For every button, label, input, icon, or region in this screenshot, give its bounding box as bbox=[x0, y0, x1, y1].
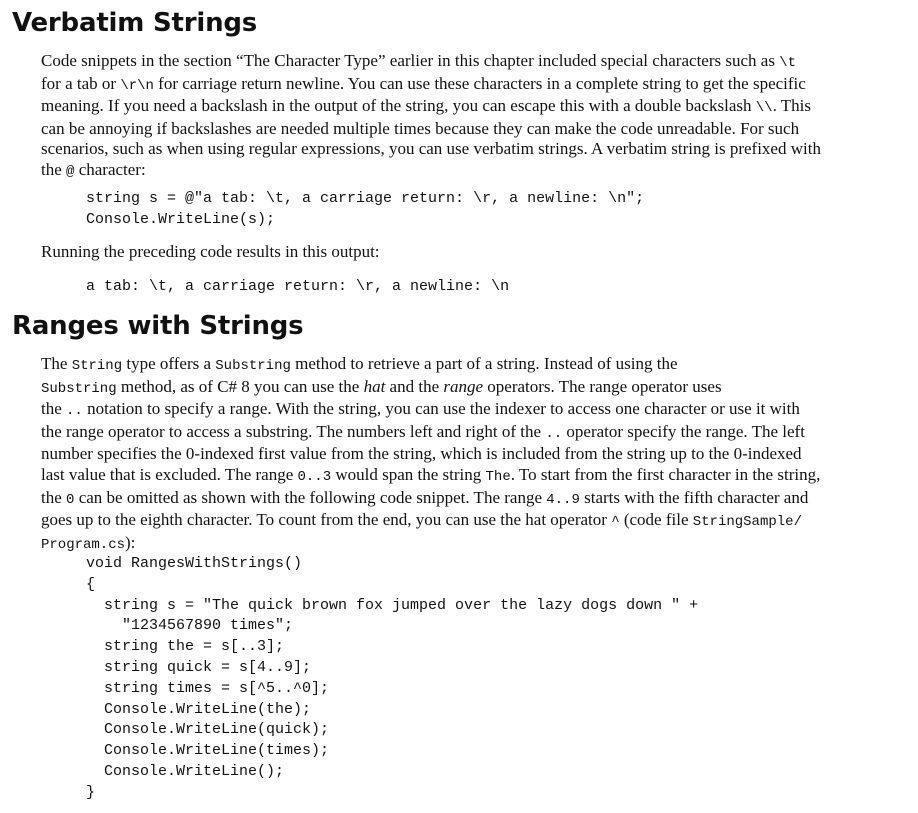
text-run: and the bbox=[385, 376, 444, 396]
verbatim-output-block bbox=[86, 277, 509, 298]
paragraph-line bbox=[41, 74, 913, 97]
text-run: would span the string bbox=[331, 464, 486, 484]
inline-code: The bbox=[485, 468, 511, 485]
paragraph-line bbox=[41, 51, 913, 74]
paragraph-line bbox=[41, 422, 913, 445]
inline-code: \\ bbox=[755, 100, 773, 117]
text-run: . This bbox=[772, 96, 811, 116]
paragraph-line bbox=[41, 139, 913, 160]
inline-code: 0..3 bbox=[297, 468, 332, 485]
paragraph-line bbox=[41, 160, 913, 183]
paragraph-line bbox=[41, 488, 913, 511]
inline-code: String bbox=[71, 358, 123, 374]
text-run: the bbox=[41, 159, 67, 179]
code-line: } bbox=[86, 783, 96, 801]
text-run: the bbox=[41, 399, 67, 419]
inline-code: .. bbox=[66, 403, 83, 420]
text-run: starts with the fifth character and bbox=[579, 487, 809, 507]
code-line: string times = s[^5..^0]; bbox=[86, 679, 330, 697]
ranges-paragraph bbox=[41, 354, 913, 555]
paragraph-line bbox=[41, 119, 913, 140]
code-line: Console.WriteLine(the); bbox=[86, 700, 312, 718]
code-line: string the = s[..3]; bbox=[86, 638, 285, 656]
code-line: "1234567890 times"; bbox=[86, 617, 294, 635]
text-run: method to retrieve a part of a string. Instead of using the bbox=[290, 354, 678, 373]
inline-code: \r\n bbox=[120, 77, 154, 94]
code-line: { bbox=[86, 575, 96, 593]
text-run: number specifies the 0-indexed first value from the string, which is included from the string up to the 0-indexed bbox=[41, 444, 802, 464]
text-run: goes up to the eighth character. To count from the end, you can use the hat operator bbox=[41, 510, 612, 530]
text-run: the bbox=[41, 487, 67, 507]
text-run: for carriage return newline. You can use these characters in a complete string to get the specific bbox=[153, 73, 806, 93]
code-line: string quick = s[4..9]; bbox=[86, 658, 312, 676]
inline-code: Substring bbox=[215, 358, 291, 374]
text-run: notation to specify a range. With the string, you can use the indexer to access one character or use it with bbox=[82, 399, 800, 419]
inline-code: \t bbox=[779, 55, 796, 71]
text-run: . To start from the first character in the string, bbox=[510, 464, 821, 484]
ranges-code-block bbox=[86, 554, 698, 804]
section-heading-ranges-with-strings: Ranges with Strings bbox=[12, 311, 304, 341]
paragraph-line bbox=[41, 354, 913, 377]
inline-code: 4..9 bbox=[546, 491, 580, 508]
paragraph-line bbox=[41, 533, 913, 556]
inline-code: @ bbox=[66, 163, 75, 180]
text-run: for a tab or bbox=[41, 73, 121, 93]
text-run: Code snippets in the section “The Character Type” earlier in this chapter included special characters such as bbox=[41, 51, 780, 70]
paragraph-line bbox=[41, 444, 913, 465]
text-run: scenarios, such as when using regular expressions, you can use verbatim strings. A verbatim string is prefixed with bbox=[41, 139, 821, 159]
text-run: meaning. If you need a backslash in the output of the string, you can escape this with a double backslash bbox=[41, 96, 756, 116]
code-line: Console.WriteLine(quick); bbox=[86, 721, 330, 739]
inline-code: ^ bbox=[611, 514, 620, 531]
text-run: can be omitted as shown with the following code snippet. The range bbox=[74, 487, 547, 507]
text-run: operators. The range operator uses bbox=[483, 376, 722, 396]
inline-code: Program.cs bbox=[41, 536, 126, 553]
text-run: ): bbox=[125, 532, 136, 552]
text-run: the range operator to access a substring. The numbers left and right of the bbox=[41, 421, 546, 441]
code-line: string s = @"a tab: \t, a carriage return: \r, a newline: \n"; bbox=[86, 190, 645, 207]
paragraph-line bbox=[41, 465, 913, 488]
code-line: Console.WriteLine(times); bbox=[86, 742, 330, 760]
text-run: (code file bbox=[619, 510, 693, 530]
verbatim-code-block bbox=[86, 189, 644, 231]
code-line: string s = "The quick brown fox jumped over the lazy dogs down " + bbox=[86, 596, 699, 614]
code-line: Console.WriteLine(s); bbox=[86, 210, 276, 228]
code-line: Console.WriteLine(); bbox=[86, 762, 285, 780]
inline-code: 0 bbox=[66, 491, 75, 508]
text-run: character: bbox=[74, 159, 146, 179]
paragraph-line bbox=[41, 96, 913, 119]
inline-code: .. bbox=[545, 425, 563, 442]
paragraph-line bbox=[41, 377, 913, 400]
text-run: type offers a bbox=[122, 354, 216, 373]
paragraph-line bbox=[41, 399, 913, 422]
text-run: operator specify the range. The left bbox=[562, 421, 805, 441]
emphasis-text: range bbox=[443, 376, 484, 396]
code-line: a tab: \t, a carriage return: \r, a newline: \n bbox=[86, 278, 510, 295]
output-intro-paragraph: Running the preceding code results in this output: bbox=[41, 242, 380, 261]
section-heading-verbatim-strings: Verbatim Strings bbox=[12, 8, 258, 38]
text-run: can be annoying if backslashes are needed multiple times because they can make the code unreadable. For such bbox=[41, 118, 800, 138]
code-line: void RangesWithStrings() bbox=[86, 555, 303, 572]
paragraph-line bbox=[41, 510, 913, 533]
emphasis-text: hat bbox=[363, 376, 386, 396]
verbatim-intro-paragraph bbox=[41, 51, 913, 183]
inline-code: Substring bbox=[41, 380, 117, 397]
text-run: method, as of C# 8 you can use the bbox=[116, 376, 364, 396]
text-run: last value that is excluded. The range bbox=[41, 464, 298, 484]
inline-code: StringSample/ bbox=[692, 514, 802, 531]
text-run: The bbox=[41, 354, 72, 373]
